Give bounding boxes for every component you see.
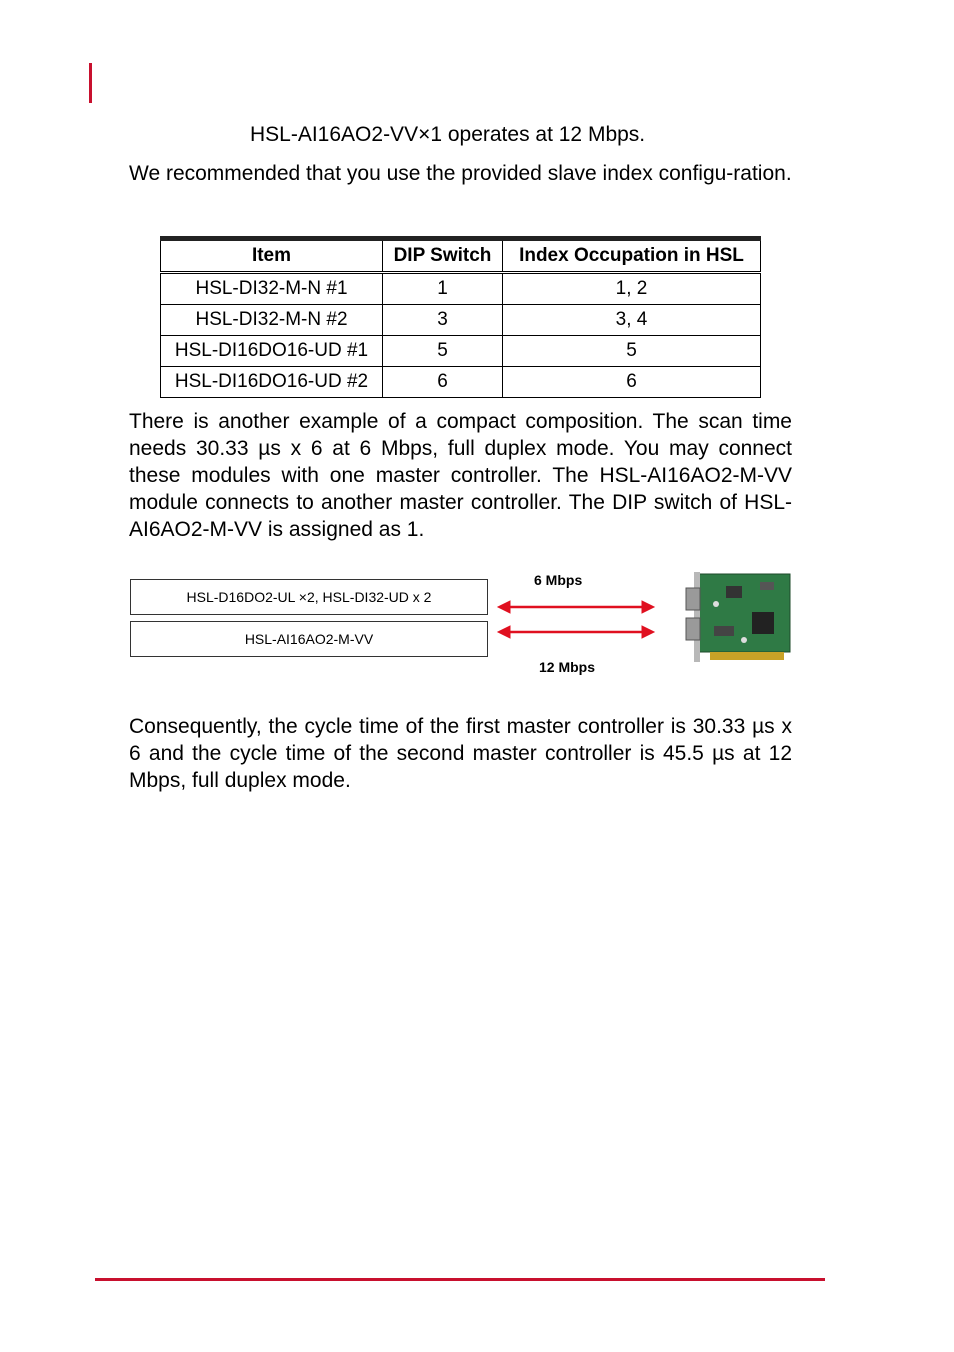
cell-item: HSL-DI16DO16-UD #1 (161, 336, 383, 367)
double-arrow-6mbps (498, 601, 654, 613)
cell-item: HSL-DI32-M-N #2 (161, 305, 383, 336)
margin-marker (89, 63, 92, 103)
col-header-index-occupation: Index Occupation in HSL (503, 239, 761, 273)
cell-index: 3, 4 (503, 305, 761, 336)
cell-dip: 6 (383, 367, 503, 398)
module-group-box: HSL-D16DO2-UL ×2, HSL-DI32-UD x 2 (130, 579, 488, 615)
analog-module-box: HSL-AI16AO2-M-VV (130, 621, 488, 657)
speed-note: HSL-AI16AO2-VV×1 operates at 12 Mbps. (250, 123, 646, 146)
table-header-row (161, 239, 761, 273)
col-header-item: Item (161, 239, 383, 273)
master-controller-card-icon (656, 568, 796, 668)
speed-label-12mbps: 12 Mbps (539, 659, 596, 675)
cell-index: 5 (503, 336, 761, 367)
cell-item: HSL-DI32-M-N #1 (161, 273, 383, 305)
table-row (161, 367, 761, 398)
cell-item: HSL-DI16DO16-UD #2 (161, 367, 383, 398)
table-row (161, 336, 761, 367)
cell-dip: 5 (383, 336, 503, 367)
conclusion-paragraph: Consequently, the cycle time of the first master controller is 30.33 µs x 6 and the cycle time of the second master controller is 45.5 µs at 12 Mbps, full duplex mode. (129, 715, 792, 792)
cell-dip: 1 (383, 273, 503, 305)
cell-dip: 3 (383, 305, 503, 336)
cell-index: 1, 2 (503, 273, 761, 305)
footer-rule (95, 1278, 825, 1281)
col-header-dip-switch: DIP Switch (383, 239, 503, 273)
table-row (161, 273, 761, 305)
table-row (161, 305, 761, 336)
slave-index-table (160, 236, 761, 398)
speed-label-6mbps: 6 Mbps (534, 572, 583, 588)
link-arrows (496, 596, 660, 642)
double-arrow-12mbps (498, 626, 654, 638)
recommendation-paragraph: We recommended that you use the provided slave index configu-ration. (129, 162, 792, 185)
cell-index: 6 (503, 367, 761, 398)
compact-composition-paragraph: There is another example of a compact composition. The scan time needs 30.33 µs x 6 at 6 Mbps, full duplex mode. You may connect these modules with one master controller. The HSL-AI16AO2-M-VV module connects to another master controller. The DIP switch of HSL-AI6AO2-M-VV is assigned as 1. (129, 410, 792, 541)
